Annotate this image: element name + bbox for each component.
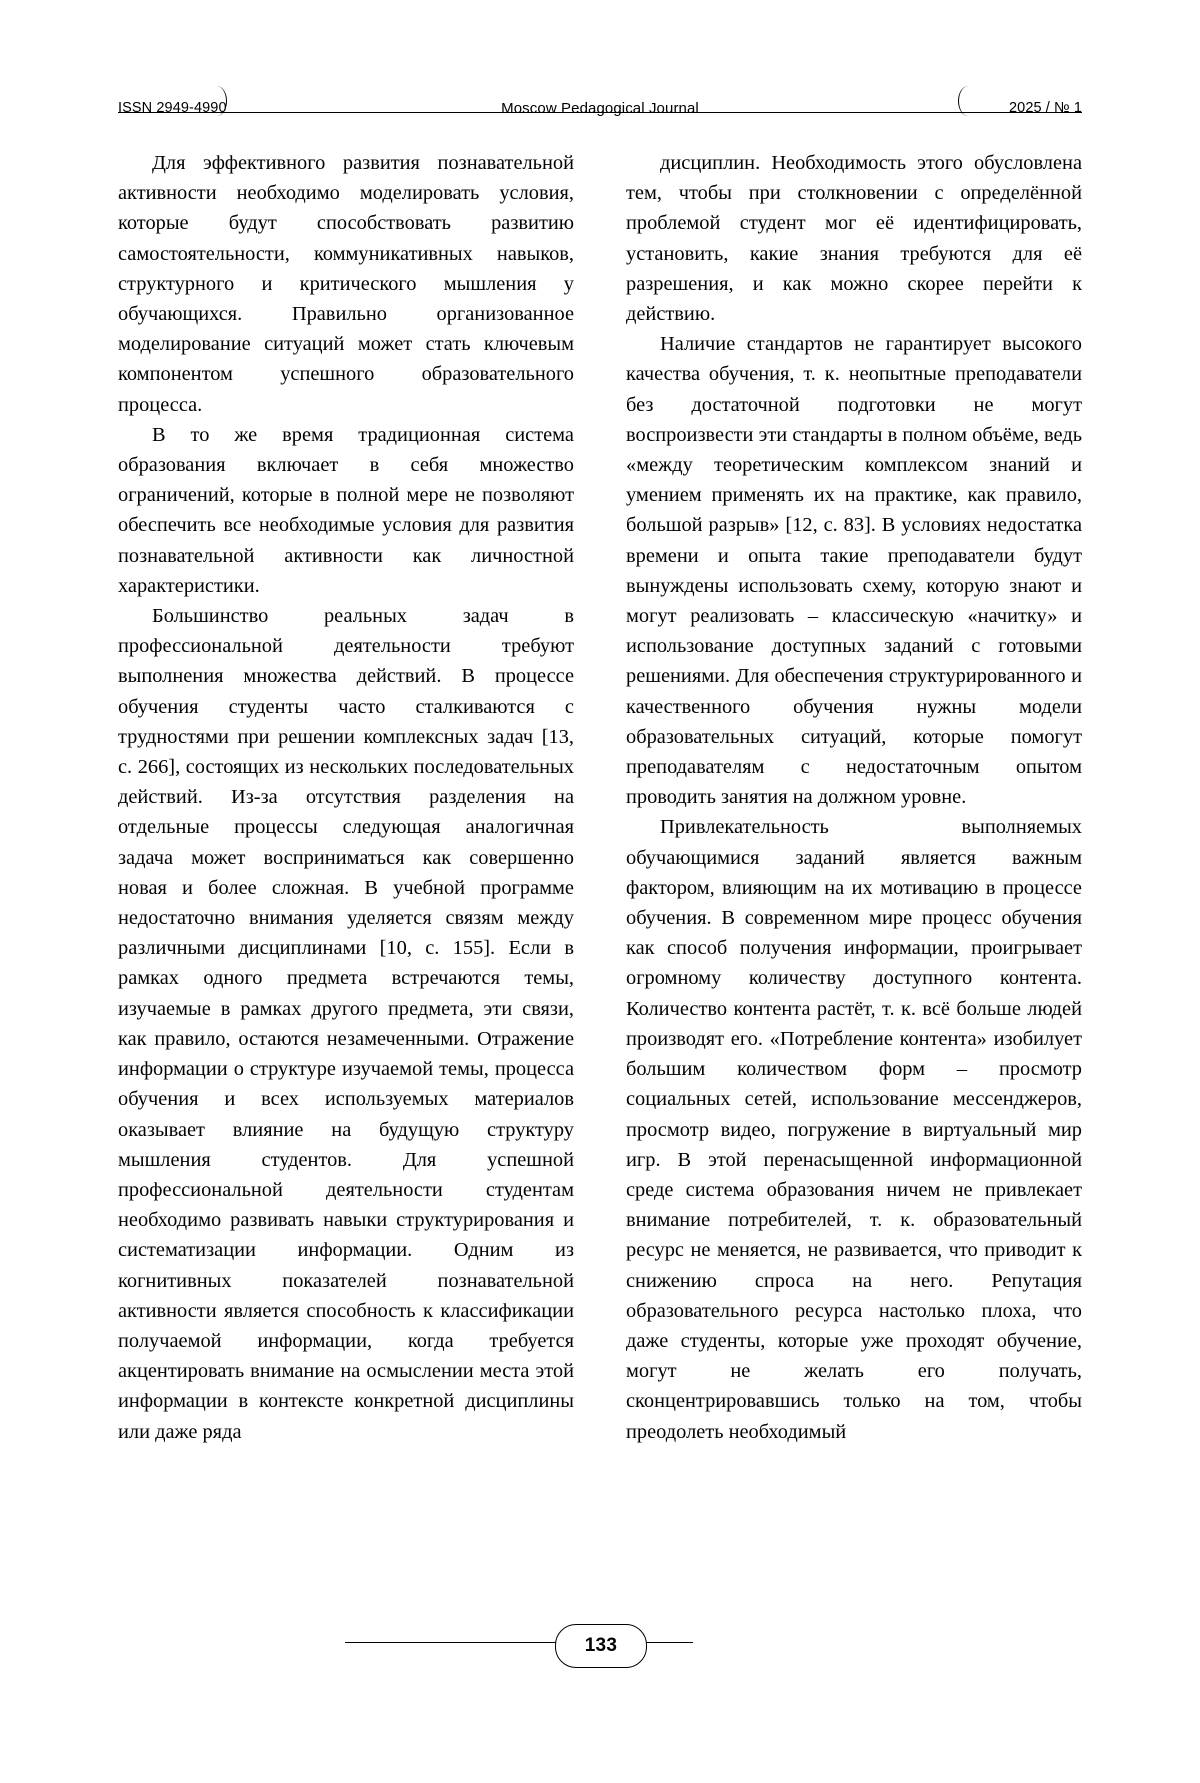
page-footer bbox=[0, 1620, 1200, 1700]
body-columns bbox=[118, 148, 1082, 1568]
paragraph: дисциплин. Необходимость этого обусловлена тем, чтобы при столкновении с определённой проблемой студент мог её идентифицировать, установить, какие знания требуются для её разрешения, и как можно скорее перейти к действию. bbox=[626, 152, 1082, 326]
page-number: 133 bbox=[584, 1635, 618, 1656]
journal-title: Moscow Pedagogical Journal bbox=[501, 100, 699, 117]
paragraph: Большинство реальных задач в профессиональной деятельности требуют выполнения множества действий. В процессе обучения студенты часто сталкиваются с трудностями при решении комплексных задач [13, с. 266], состоящих из нескольких последовательных действий. Из-за отсутствия разделения на отдельные процессы следующая аналогичная задача может восприниматься как совершенно новая и более сложная. В учебной программе недостаточно внимания уделяется связям между различными дисциплинами [10, с. 155]. Если в рамках одного предмета встречаются темы, изучаемые в рамках другого предмета, эти связи, как правило, остаются незамеченными. Отражение информации о структуре изучаемой темы, процесса обучения и всех используемых материалов оказывает влияние на будущую структуру мышления студентов. Для успешной профессиональной деятельности студентам необходимо развивать навыки структурирования и систематизации информации. Одним из когнитивных показателей познавательной активности является способность к классификации получаемой информации, когда требуется акцентировать внимание на осмыслении места этой информации в контексте конкретной дисциплины или даже ряда bbox=[118, 605, 574, 1443]
page-number-badge bbox=[555, 1624, 647, 1668]
page-header bbox=[118, 88, 1082, 124]
paragraph: Наличие стандартов не гарантирует высокого качества обучения, т. к. неопытные преподаватели без достаточной подготовки не могут воспроизвести эти стандарты в полном объёме, ведь «между теоретическим комплексом знаний и умением применять их на практике, как правило, большой разрыв» [12, с. 83]. В условиях недостатка времени и опыта такие преподаватели будут вынуждены использовать схему, которую знают и могут реализовать – классическую «начитку» и использование доступных заданий с готовыми решениями. Для обеспечения структурированного и качественного обучения нужны модели образовательных ситуаций, которые помогут преподавателям с недостаточным опытом проводить занятия на должном уровне. bbox=[626, 333, 1082, 809]
paragraph: Привлекательность выполняемых обучающимися заданий является важным фактором, влияющим на их мотивацию в процессе обучения. В современном мире процесс обучения как способ получения информации, проигрывает огромному количеству доступного контента. Количество контента растёт, т. к. всё больше людей производят его. «Потребление контента» изобилует большим количеством форм – просмотр социальных сетей, использование мессенджеров, просмотр видео, погружение в виртуальный мир игр. В этой перенасыщенной информационной среде система образования ничем не привлекает внимание потребителей, т. к. образовательный ресурс не меняется, не развивается, что приводит к снижению спроса на него. Репутация образовательного ресурса настолько плоха, что даже студенты, которые уже проходят обучение, могут не желать его получать, сконцентрировавшись только на том, чтобы преодолеть необходимый bbox=[626, 816, 1082, 1443]
column-right bbox=[626, 148, 1082, 1568]
paragraph: Для эффективного развития познавательной активности необходимо моделировать условия, которые будут способствовать развитию самостоятельности, коммуникативных навыков, структурного и критического мышления у обучающихся. Правильно организованное моделирование ситуаций может стать ключевым компонентом успешного образовательного процесса. bbox=[118, 152, 574, 416]
column-left bbox=[118, 148, 574, 1568]
issn-label: ISSN 2949-4990 bbox=[118, 100, 227, 116]
issue-label: 2025 / № 1 bbox=[1009, 100, 1082, 116]
paragraph: В то же время традиционная система образования включает в себя множество ограничений, которые в полной мере не позволяют обеспечить все необходимые условия для развития познавательной активности как личностной характеристики. bbox=[118, 423, 574, 597]
